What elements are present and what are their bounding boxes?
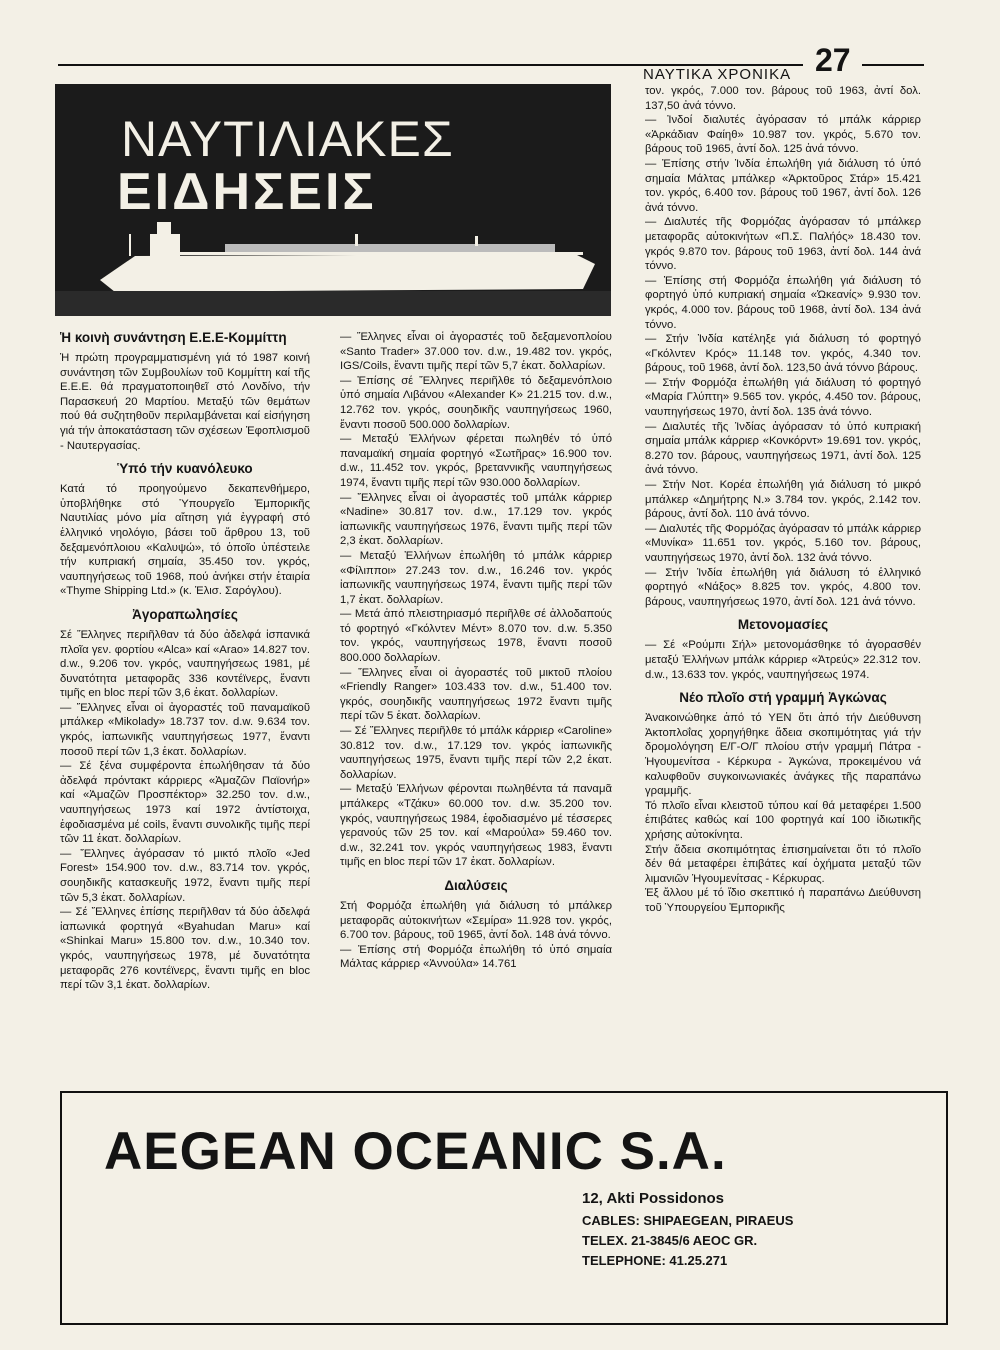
- paragraph: — Ἕλληνες εἶναι οἱ ἀγοραστές τοῦ μικτοῦ πλοίου «Friendly Ranger» 103.433 τον. d.w., 51.400 τον. γκρός, σουηδικῆς ναυπηγήσεως 1972 ἔναντι τιμῆς περί τῶν 5 ἑκατ. δολλαρίων.: [340, 666, 612, 723]
- header-rule-right: [862, 64, 924, 66]
- paragraph: — Διαλυτές τῆς Φορμόζας ἀγόρασαν τό μπάλκ κάρριερ «Μυνίκα» 11.651 τον. γκρός, 5.160 τον. βάρους, ναυπηγήσεως 1970, ἀντί δολ. 132 ἀνά τόννο.: [645, 522, 921, 564]
- page-number: 27: [815, 42, 851, 78]
- magazine-title: ΝΑΥΤΙΚΑ ΧΡΟΝΙΚΑ: [643, 66, 792, 83]
- paragraph: — Ἕλληνες ἀγόρασαν τό μικτό πλοῖο «Jed Forest» 154.900 τον. d.w., 83.714 τον. γκρός, σουηδικῆς κατασκευῆς 1972, ἔναντι τιμῆς περί τῶν 5,3 ἑκατ. δολλαρίων.: [60, 847, 310, 904]
- paragraph: Στή Φορμόζα ἐπωλήθη γιά διάλυση τό μπάλκερ μεταφορᾶς αὐτοκινήτων «Σεμίρα» 11.928 τον. γκρός, 6.700 τον. βάρους, τοῦ 1965, ἀντί δολ. 148 ἀνά τόννο.: [340, 899, 612, 942]
- ship-illustration: [55, 84, 611, 316]
- column-2: [340, 330, 612, 972]
- article-heading-sales: Ἀγοραπωλησίες: [132, 606, 238, 622]
- ad-telex: TELEX. 21-3845/6 AEOC GR.: [582, 1233, 758, 1248]
- paragraph: — Στήν Φορμόζα ἐπωλήθη γιά διάλυση τό φορτηγό «Μαρία Γλύπτη» 9.565 τον. γκρός, 4.450 τον. βάρους, ναυπηγήσεως 1970, ἀντί δολ. 135 ἀνά τόννο.: [645, 376, 921, 419]
- article-heading-ancona-line: Νέο πλοῖο στή γραμμή Ἀγκώνας: [679, 690, 887, 706]
- paragraph: Τό πλοῖο εἶναι κλειστοῦ τύπου καί θά μεταφέρει 1.500 ἐπιβάτες καθώς καί 100 φορτηγά καί 100 ἰδιωτικῆς χρήσης αὐτοκίνητα.: [645, 799, 921, 841]
- ad-telephone: TELEPHONE: 41.25.271: [582, 1253, 728, 1268]
- ad-company-name: AEGEAN OCEANIC S.A.: [104, 1122, 727, 1181]
- paragraph: — Ἕλληνες εἶναι οἱ ἀγοραστές τοῦ δεξαμενοπλοίου «Santo Trader» 37.000 τον. d.w., 19.482 τον. γκρός, IGS/Coils, ἔναντι τιμῆς περί τῶν 5,7 ἑκατ. δολλαρίων.: [340, 331, 612, 373]
- paragraph: — Μεταξύ Ἑλλήνων φέρεται πωληθέν τό ὑπό παναμαϊκή σημαία φορτηγό «Σωτῆρας» 16.900 τον. d.w., 11.452 τον. γκρός, βρεταννικῆς ναυπηγήσεως 1974, ἔναντι τιμῆς περί τῶν 930.000 δολλαρίων.: [340, 433, 612, 489]
- ad-address: 12, Akti Possidonos: [582, 1190, 724, 1207]
- banner-title-line2: ΕΙΔΗΣΕΙΣ: [117, 163, 377, 221]
- article-heading-greek-flag: Ὑπό τήν κυανόλευκο: [117, 461, 253, 477]
- banner-title-line1: ΝΑΥΤΙΛΙΑΚΕΣ: [121, 111, 454, 167]
- paragraph: Ἐξ ἄλλου μέ τό ἴδιο σκεπτικό ἡ παραπάνω Διεύθυνση τοῦ Ὑπουργείου Ἐμπορικῆς: [645, 887, 921, 914]
- paragraph: τον. γκρός, 7.000 τον. βάρους τοῦ 1963, ἀντί δολ. 137,50 ἀνά τόννο.: [645, 85, 921, 112]
- paragraph: — Ἐπίσης στή Φορμόζα ἐπωλήθη γιά διάλυση τό φορτηγό ὑπό κυπριακή σημαία «Ὠκεανίς» 9.930 τον. γκρός, 4.000 τον. βάρους τοῦ 1968, ἀντί δολ. 134 ἀνά τόννο.: [645, 274, 921, 331]
- article-heading-eee-committee: Ἡ κοινὴ συνάντηση Ε.Ε.Ε-Κομμίττη: [60, 330, 287, 345]
- paragraph: — Στήν Ἰνδία κατέληξε γιά διάλυση τό φορτηγό «Γκόλντεν Κρός» 11.148 τον. γκρός, 4.340 τον. βάρους, τοῦ 1968, ἀντί δολ. 123,50 ἀνά τόννο βάρους.: [645, 333, 921, 375]
- paragraph: Σέ Ἕλληνες περιῆλθαν τά δύο ἀδελφά ἱσπανικά πλοῖα γεν. φορτίου «Alca» καί «Arao» 14.827 τον. d.w., 9.206 τον. γκρός, ναυπηγήσεως 1981, μέ δυνατότητα μεταφορᾶς 336 κοντέϊνερς, ἔναντι τιμῆς en bloc περί τῶν 3,6 ἑκατ. δολλαρίων.: [60, 628, 310, 700]
- paragraph: — Στήν Νοτ. Κορέα ἐπωλήθη γιά διάλυση τό μικρό μπάλκερ «Δημήτρης Ν.» 3.784 τον. γκρός, 2.142 τον. βάρους, ἀντί δολ. 110 ἀνά τόννο.: [645, 479, 921, 521]
- paragraph: — Ἐπίσης στή Φορμόζα ἐπωλήθη τό ὑπό σημαία Μάλτας κάρριερ «Ἀννούλα» 14.761: [340, 943, 612, 971]
- paragraph: — Ἐπίσης στήν Ἰνδία ἐπωλήθη γιά διάλυση τό ὑπό σημαία Μάλτας μπάλκερ «Ἀρκτοῦρος Στάρ» 15.421 τον. γκρός, 6.400 τον. βάρους τοῦ 1967, ἀντί δολ. 126 ἀνά τόννο.: [645, 157, 921, 214]
- column-1: [60, 330, 310, 993]
- paragraph: — Σέ Ἕλληνες ἐπίσης περιῆλθαν τά δύο ἀδελφά ἰαπωνικά φορτηγά «Byahudan Maru» καί «Shinkai Maru» 15.800 τον. d.w., 10.340 τον. γκρός, ναυπηγήσεως 1978, μέ δυνατότητα μεταφορᾶς 276 κοντέϊνερς, ἔναντι τιμῆς en bloc περί τῶν 3,1 ἑκατ. δολλαρίων.: [60, 906, 310, 992]
- advertisement-box: [60, 1091, 948, 1325]
- paragraph: — Μεταξύ Ἑλλήνων φέρονται πωληθέντα τά παναμᾶ μπάλκερς «Τζάκυ» 60.000 τον. d.w. 35.200 τον. γκρός, ναυπηγήσεως 1984, ἐφοδιασμένο μέ τέσσερες γερανούς τῶν 25 τον. καί «Μαρούλα» 59.460 τον. d.w., 32.241 τον. γκρός ναυπηγήσεως 1983, ἔναντι τιμῆς en bloc περί τῶν 17 ἑκατ. δολλαρίων.: [340, 783, 612, 869]
- paragraph: — Ἕλληνες εἶναι οἱ ἀγοραστές τοῦ παναμαϊκοῦ μπάλκερ «Mikolady» 18.737 τον. d.w. 9.634 τον. γκρός, ἰαπωνικῆς ναυπηγήσεως 1977, ἔναντι ποσοῦ περί τῶν 1,3 ἑκατ. δολλαρίων.: [60, 701, 310, 758]
- article-heading-renamings: Μετονομασίες: [737, 617, 829, 633]
- column-3: [645, 84, 921, 915]
- paragraph: Ἡ πρώτη προγραμματισμένη γιά τό 1987 κοινή συνάντηση τῶν Συμβουλίων τοῦ Κομμίττη καί τῆς Ε.Ε.Ε. θά πραγματοποιηθεῖ στό Λονδίνο, τήν Παρασκευή 20 Μαρτίου. Μεταξύ τῶν θεμάτων πού θά συζητηθοῦν περιλαμβάνεται καί εἰσήγηση γιά τήν ἀποκατάσταση τῶν σχέσεων Ἐφοπλισμοῦ - Ναυτεργασίας.: [60, 352, 310, 452]
- paragraph: — Σέ Ἕλληνες περιῆλθε τό μπάλκ κάρριερ «Caroline» 30.812 τον. d.w., 17.129 τον. γκρός ἰαπωνικῆς ναυπηγήσεως 1975, ἔναντι τιμῆς περί τῶν 2,2 ἑκατ. δολλαρίων.: [340, 725, 612, 781]
- ad-cables: CABLES: SHIPAEGEAN, PIRAEUS: [582, 1213, 794, 1228]
- paragraph: — Μετά ἀπό πλειστηριασμό περιῆλθε σέ ἀλλοδαπούς τό φορτηγό «Γκόλντεν Μέντ» 8.070 τον. d.w. 5.350 τον. γκρός, ναυπηγήσεως 1978, ἔναντι ποσοῦ 800.000 δολλαρίων.: [340, 608, 612, 665]
- paragraph: — Ἕλληνες εἶναι οἱ ἀγοραστές τοῦ μπάλκ κάρριερ «Nadine» 30.817 τον. d.w., 17.129 τον. γκρός ἰαπωνικῆς ναυπηγήσεως 1976, ἔναντι τιμῆς περί τῶν 2,3 ἑκατ. δολλαρίων.: [340, 491, 612, 548]
- paragraph: — Σέ «Ρούμπι Σήλ» μετονομάσθηκε τό ἀγορασθέν μεταξύ Ἑλλήνων μπάλκ κάρριερ «Ἀτρεύς» 22.312 τον. d.w., 13.633 τον. γκρός, ναυπηγήσεως 1974.: [645, 639, 921, 681]
- paragraph: — Μεταξύ Ἑλλήνων ἐπωλήθη τό μπάλκ κάρριερ «Φίλιπποι» 27.243 τον. d.w., 16.246 τον. γκρός ἰαπωνικῆς ναυπηγήσεως 1974, ἔναντι τιμῆς περί τῶν 1,7 ἑκατ. δολλαρίων.: [340, 549, 612, 606]
- ad-contact-block: [582, 1189, 793, 1271]
- paragraph: — Διαλυτές τῆς Φορμόζας ἀγόρασαν τό μπάλκερ μεταφορᾶς αὐτοκινήτων «Π.Σ. Παλήός» 18.430 τον. γκρός 9.870 τον. βάρους τοῦ 1963, ἀντί δολ. 144 ἀνά τόννο.: [645, 216, 921, 273]
- section-banner: [55, 84, 611, 316]
- paragraph: Ἀνακοινώθηκε ἀπό τό ΥΕΝ ὅτι ἀπό τήν Διεύθυνση Ἀκτοπλοΐας χορηγήθηκε ἄδεια σκοπιμότητας γιά τήν δρομολόγηση Ε/Γ-Ο/Γ πλοίου στήν γραμμή Πάτρα - Ἡγουμενίτσα - Κέρκυρα - Ἀγκώνα, προκειμένου νά καλυφθοῦν συγκοινωνιακές ἀνάγκες τῆς παραπάνω γραμμῆς.: [645, 712, 921, 798]
- paragraph: — Ἐπίσης σέ Ἕλληνες περιῆλθε τό δεξαμενόπλοιο ὑπό σημαία Λιβάνου «Alexander K» 21.215 τον. d.w., 12.762 τον. γκρός, σουηδικῆς ναυπηγήσεως 1960, ἔναντι ποσοῦ 500.000 δολλαρίων.: [340, 374, 612, 431]
- paragraph: — Στήν Ἰνδία ἐπωλήθη γιά διάλυση τό ἑλληνικό φορτηγό «Νάξος» 8.825 τον. γκρός, 4.800 τον. βάρους, ναυπηγήσεως 1970, ἀντί δολ. 121 ἀνά τόννο.: [645, 566, 921, 608]
- article-heading-demolitions: Διαλύσεις: [444, 877, 508, 893]
- paragraph: — Σέ ξένα συμφέροντα ἐπωλήθησαν τά δύο ἀδελφά πρόντακτ κάρριερς «Ἀμαζῶν Παϊονήρ» καί «Ἀμαζῶν Προσπέκτορ» 32.250 τον. d.w., ναυπηγήσεως 1973 καί 1972 ἀντίστοιχα, ἐφοδιασμένα μέ coils, ἔναντι συνολικῆς τιμῆς περί τῶν 11 ἑκατ. δολλαρίων.: [60, 760, 310, 846]
- paragraph: — Ἰνδοί διαλυτές ἀγόρασαν τό μπάλκ κάρριερ «Ἀρκάδιαν Φαίηθ» 10.987 τον. γκρός, 5.670 τον. βάρους τοῦ 1965, ἀντί δολ. 125 ἀνά τόννο.: [645, 114, 921, 156]
- paragraph: Κατά τό προηγούμενο δεκαπενθήμερο, ὑποβλήθηκε στό Ὑπουργεῖο Ἐμπορικῆς Ναυτιλίας μόνο μία αἴτηση γιά ἐγγραφή στό ἑλληνικό νηολόγιο, βάσει τοῦ ἄρθρου 13, τοῦ δεξαμενόπλοιου «Καλυψώ», τό ὁποῖο ὑπέστειλε τήν κυπριακή σημαία, 35.450 τον. γκρός, ναυπηγήσεως τοῦ 1968, πού ἀνήκει στήν ἑταιρία «Thyme Shipping Ltd.» (κ. Ἐλισ. Σαρόγλου).: [60, 483, 310, 598]
- paragraph: Στήν ἄδεια σκοπιμότητας ἐπισημαίνεται ὅτι τό πλοῖο δέν θά μεταφέρει ἐπιβάτες καί ὀχήματα μεταξύ τῶν λιμανιῶν Ἡγουμενίτσας - Κέρκυρας.: [645, 843, 921, 885]
- paragraph: — Διαλυτές τῆς Ἰνδίας ἀγόρασαν τό ὑπό κυπριακή σημαία μπάλκ κάρριερ «Κονκόρντ» 19.691 τον. γκρός, 8.270 τον. βάρους, ναυπηγήσεως 1971, ἀντί δολ. 125 ἀνά τόννο.: [645, 420, 921, 477]
